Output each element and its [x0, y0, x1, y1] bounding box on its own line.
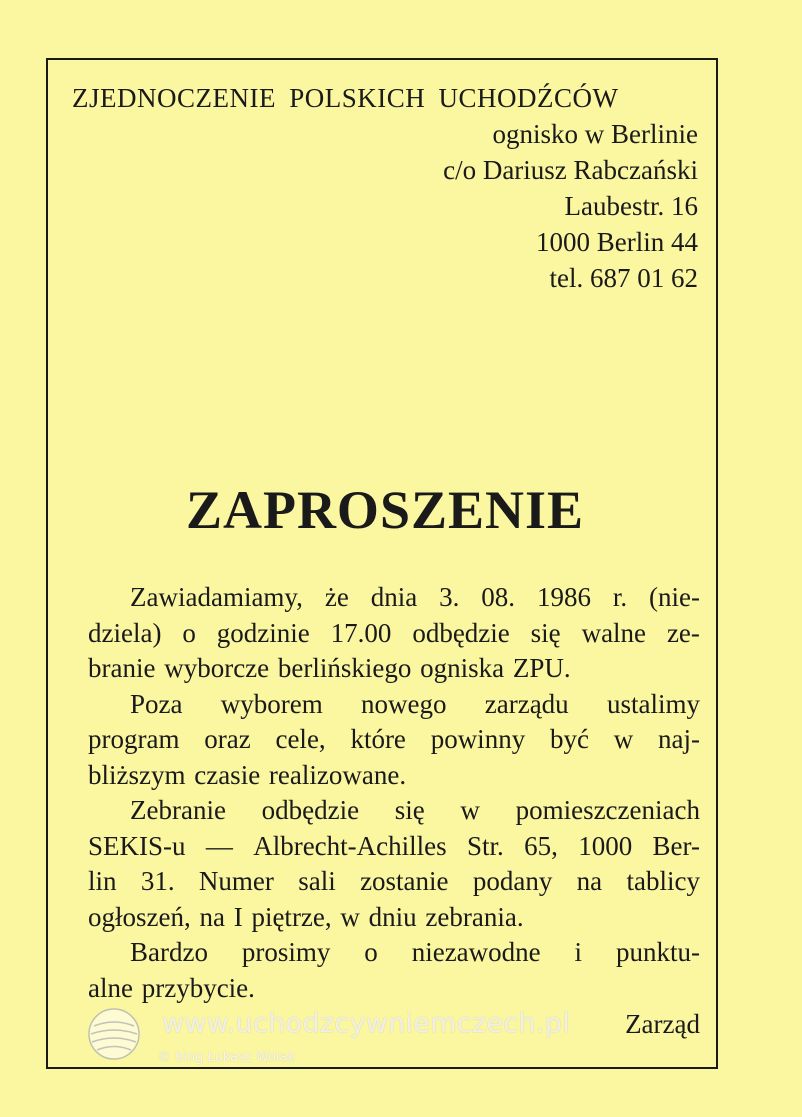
- body-line: [88, 616, 700, 652]
- body-line-text: ogłoszeń, na I piętrze, w dniu zebrania.: [88, 901, 524, 932]
- body-line-text: branie wyborcze berlińskiego ogniska ZPU.: [88, 653, 571, 683]
- body-word: ze-: [666, 617, 700, 648]
- body-word: się: [530, 617, 561, 648]
- body-word: które: [350, 724, 406, 754]
- body-word: że: [324, 582, 349, 612]
- body-word: SEKIS-u: [88, 830, 186, 861]
- body-word: odbędzie: [412, 617, 510, 648]
- body-line: [88, 793, 700, 829]
- body-word: Zebranie: [130, 795, 226, 825]
- body-word: Zawiadamiamy,: [130, 582, 303, 612]
- body-word: 1000: [578, 830, 633, 861]
- body-word: sali: [298, 866, 336, 896]
- body-word: godzinie: [216, 617, 310, 648]
- body-line: [88, 580, 700, 616]
- body-line: [88, 722, 700, 758]
- body-line: [88, 829, 700, 865]
- body-word: w: [613, 724, 634, 754]
- body-line: [88, 935, 700, 971]
- body-line: [88, 971, 700, 1007]
- body-word: pomieszczeniach: [515, 795, 700, 825]
- body-word: ustalimy: [606, 688, 700, 719]
- body-word: Bardzo: [130, 937, 208, 967]
- address-line-branch: ognisko w Berlinie: [492, 119, 698, 149]
- body-word: prosimy: [241, 937, 331, 967]
- body-word: o: [364, 937, 378, 967]
- body-word: Poza: [130, 688, 183, 719]
- body-word: dnia: [370, 582, 418, 612]
- body-word: o: [182, 617, 196, 648]
- signature: Zarząd: [625, 1009, 700, 1039]
- body-word: tablicy: [626, 866, 700, 896]
- address-line-care-of: c/o Dariusz Rabczański: [443, 155, 698, 185]
- body-word: 3.: [439, 582, 460, 612]
- body-word: Ber-: [652, 830, 700, 861]
- body-word: zarządu: [484, 688, 569, 719]
- body-word: 08.: [481, 582, 516, 612]
- address-line-city: 1000 Berlin 44: [536, 227, 698, 257]
- body-word: nowego: [361, 688, 447, 719]
- body-word: podany: [472, 866, 553, 896]
- body-word: Str.: [466, 830, 504, 861]
- watermark-url: www.uchodzcywniemczech.pl: [162, 1008, 570, 1039]
- document-title: ZAPROSZENIE: [185, 480, 585, 540]
- body-word: odbędzie: [261, 795, 360, 825]
- body-line: [88, 651, 700, 687]
- body-word: 1986: [536, 582, 591, 612]
- organization-name: ZJEDNOCZENIE POLSKICH UCHODŹCÓW: [72, 83, 619, 113]
- body-word: Albrecht-Achilles: [253, 830, 447, 861]
- body-line-text: bliższym czasie realizowane.: [88, 759, 407, 790]
- body-line: [88, 687, 700, 723]
- body-word: 31.: [140, 866, 175, 896]
- signoff-row: [88, 1004, 700, 1044]
- body-word: walne: [581, 617, 647, 648]
- invitation-body: [88, 580, 700, 1006]
- body-word: się: [394, 795, 425, 825]
- body-word: punktu-: [615, 937, 700, 967]
- body-word: Numer: [198, 866, 274, 896]
- address-line-street: Laubestr. 16: [564, 191, 698, 221]
- body-word: dziela): [88, 617, 162, 648]
- body-word: 65,: [524, 830, 558, 861]
- body-word: cele,: [275, 724, 326, 754]
- body-word: lin: [88, 866, 117, 896]
- body-word: 17.00: [330, 617, 392, 648]
- body-word: oraz: [204, 724, 251, 754]
- body-line: [88, 900, 700, 936]
- body-word: (nie-: [649, 582, 700, 612]
- body-word: naj-: [657, 724, 700, 754]
- address-line-phone: tel. 687 01 62: [549, 263, 698, 293]
- body-word: —: [205, 830, 233, 861]
- body-word: powinny: [430, 724, 526, 754]
- body-word: w: [460, 795, 480, 825]
- body-word: zostanie: [360, 866, 449, 896]
- body-line: [88, 758, 700, 794]
- body-word: na: [576, 866, 603, 896]
- body-word: i: [574, 937, 583, 967]
- body-word: niezawodne: [411, 937, 541, 967]
- body-line: [88, 864, 700, 900]
- body-word: być: [549, 724, 589, 754]
- watermark-credit: © blog Łukasz Wolak: [158, 1050, 296, 1065]
- letterhead: [72, 80, 698, 296]
- body-word: r.: [612, 582, 628, 612]
- body-line-text: alne przybycie.: [88, 972, 255, 1003]
- body-word: program: [88, 724, 180, 754]
- body-word: wyborem: [220, 688, 323, 719]
